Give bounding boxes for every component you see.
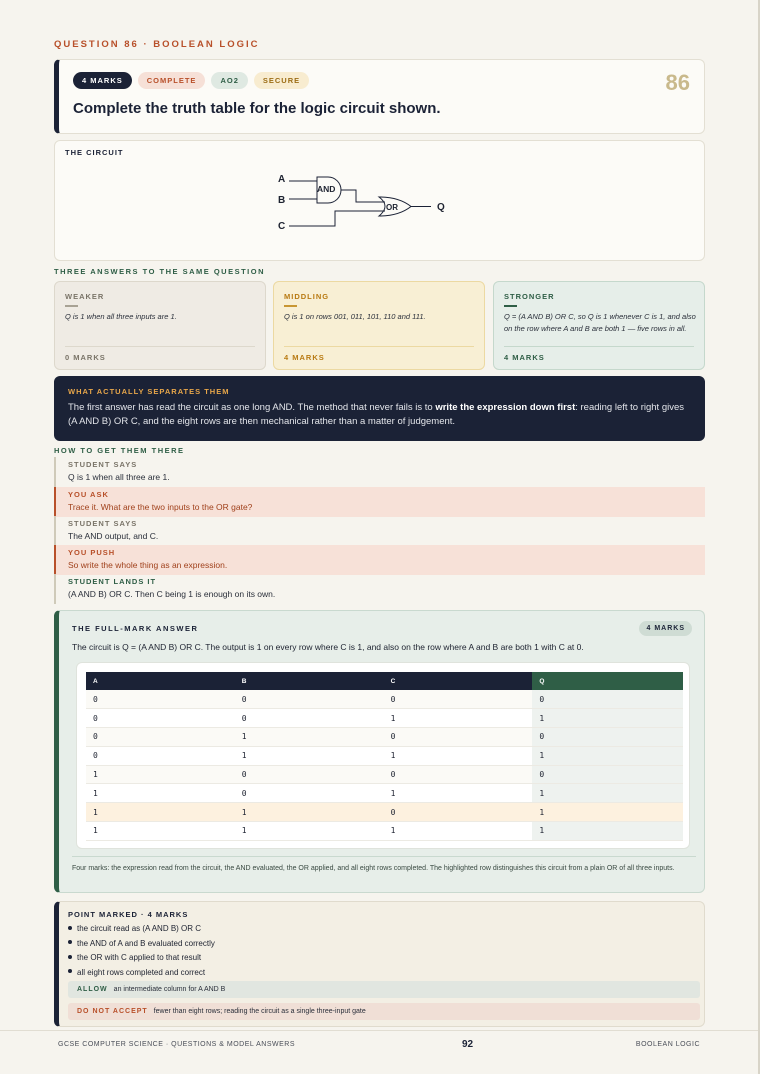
table-cell: 1 (235, 728, 384, 747)
allow-label: ALLOW (77, 986, 108, 993)
dialogue-line: Q is 1 when all three are 1. (68, 472, 170, 482)
table-row (86, 784, 683, 803)
table-cell: 0 (532, 765, 683, 784)
logic-circuit-diagram (55, 141, 706, 262)
table-cell: 0 (532, 690, 683, 709)
answer-weaker-tick (65, 305, 78, 307)
dialogue-turn-3 (54, 516, 705, 546)
table-cell: 0 (384, 765, 533, 784)
table-cell: 0 (384, 803, 533, 822)
answer-stronger-marks: 4 MARKS (504, 353, 545, 362)
answer-stronger-title: STRONGER (504, 292, 555, 301)
table-cell: 0 (235, 765, 384, 784)
table-cell: 0 (235, 709, 384, 728)
bullet-icon (68, 955, 72, 959)
dialogue-line: (A AND B) OR C. Then C being 1 is enough on its own. (68, 589, 276, 599)
table-cell: 1 (235, 822, 384, 841)
dialogue-speaker: STUDENT SAYS (68, 460, 138, 469)
table-row (86, 746, 683, 765)
table-cell: 1 (384, 784, 533, 803)
dialogue-turn-5 (54, 574, 705, 604)
table-cell: 1 (384, 709, 533, 728)
separates-body-post: : reading left to right gives (A AND B) OR C, and the eight rows are then mechanical rather than a matter of judgement. (68, 402, 685, 427)
status-badge: COMPLETE (138, 72, 206, 89)
table-row (86, 690, 683, 709)
table-cell: 1 (86, 822, 235, 841)
truth-table-body (86, 690, 683, 840)
column-header-q: Q (532, 672, 683, 690)
dialogue-speaker: YOU ASK (68, 490, 109, 499)
model-answer-body: The circuit is Q = (A AND B) OR C. The output is 1 on every row where C is 1, and also on the row where A and B are both 1 with C at 0. (72, 642, 584, 652)
dialogue-speaker: STUDENT LANDS IT (68, 577, 157, 586)
table-cell: 0 (235, 784, 384, 803)
dialogue-line: Trace it. What are the two inputs to the OR gate? (68, 502, 253, 512)
circuit-heading: THE CIRCUIT (65, 148, 124, 157)
point-marked-card (54, 901, 705, 1027)
page-number: 92 (462, 1039, 474, 1050)
separates-card (54, 376, 705, 441)
dialogue-line: The AND output, and C. (68, 531, 159, 541)
dialogue-heading: HOW TO GET THEM THERE (54, 446, 185, 455)
do-not-accept-text: fewer than eight rows; reading the circuit as a single three-input gate (153, 1008, 366, 1015)
question-eyebrow: QUESTION 86 · BOOLEAN LOGIC (54, 39, 260, 50)
point-marked-list (68, 922, 215, 980)
table-cell: 1 (532, 822, 683, 841)
footer-book-title: GCSE COMPUTER SCIENCE · QUESTIONS & MODEL ANSWERS (58, 1041, 295, 1048)
badge-row (73, 72, 309, 89)
model-marks-badge: 4 MARKS (639, 621, 692, 636)
list-item (68, 937, 215, 952)
answer-weaker (54, 281, 266, 370)
table-cell: 0 (384, 690, 533, 709)
column-header-c: C (384, 672, 533, 690)
answer-middling-title: MIDDLING (284, 292, 330, 301)
point-text: the circuit read as (A AND B) OR C (77, 924, 202, 933)
table-cell: 1 (532, 803, 683, 822)
separates-body (68, 401, 693, 429)
question-number: 86 (665, 70, 690, 95)
table-cell: 1 (86, 784, 235, 803)
table-cell: 1 (235, 746, 384, 765)
bullet-icon (68, 940, 72, 944)
confidence-badge: SECURE (254, 72, 309, 89)
table-cell: 0 (86, 690, 235, 709)
table-cell: 0 (86, 709, 235, 728)
label-a: A (278, 174, 286, 185)
separates-body-pre: The first answer has read the circuit as one long AND. The method that never fails is to (68, 402, 436, 413)
answer-stronger-body: Q = (A AND B) OR C, so Q is 1 whenever C is 1, and also on the row where A and B are both 1 — five rows in all. (504, 312, 696, 333)
marks-badge: 4 MARKS (73, 72, 132, 89)
answer-weaker-title: WEAKER (65, 292, 105, 301)
do-not-accept-label: DO NOT ACCEPT (77, 1008, 148, 1015)
answer-weaker-marks: 0 MARKS (65, 353, 106, 362)
and-gate-label: AND (317, 184, 336, 194)
table-cell: 0 (235, 690, 384, 709)
table-cell: 1 (86, 803, 235, 822)
point-text: all eight rows completed and correct (77, 967, 206, 977)
truth-table-header (86, 672, 683, 690)
list-item (68, 966, 215, 981)
allow-text: an intermediate column for A AND B (113, 986, 226, 993)
point-text: the OR with C applied to that result (77, 953, 202, 962)
dialogue-turn-2 (54, 487, 705, 517)
table-cell: 0 (532, 728, 683, 747)
bullet-icon (68, 969, 72, 973)
table-cell: 1 (532, 784, 683, 803)
dialogue-speaker: STUDENT SAYS (68, 519, 138, 528)
table-cell: 0 (86, 728, 235, 747)
model-answer-heading: THE FULL-MARK ANSWER (72, 624, 199, 633)
dialogue-speaker: YOU PUSH (68, 548, 116, 557)
question-card (54, 59, 705, 134)
table-row (86, 803, 683, 822)
truth-table (86, 672, 683, 841)
table-cell: 1 (532, 746, 683, 765)
separates-body-bold: write the expression down first (435, 402, 576, 413)
label-q: Q (437, 202, 445, 213)
bullet-icon (68, 926, 72, 930)
model-answer-card (54, 610, 705, 893)
point-text: the AND of A and B evaluated correctly (77, 938, 215, 948)
table-cell: 1 (384, 746, 533, 765)
answer-middling-tick (284, 305, 297, 307)
allow-row (68, 981, 700, 998)
footer-section: BOOLEAN LOGIC (635, 1041, 700, 1048)
table-cell: 1 (235, 803, 384, 822)
table-row (86, 822, 683, 841)
separates-heading: WHAT ACTUALLY SEPARATES THEM (68, 387, 230, 396)
answer-middling (273, 281, 485, 370)
table-cell: 0 (384, 728, 533, 747)
circuit-card (54, 140, 705, 261)
table-cell: 1 (532, 709, 683, 728)
label-c: C (278, 221, 286, 232)
table-cell: 1 (86, 765, 235, 784)
divider (504, 346, 694, 347)
truth-table-panel (76, 662, 690, 849)
point-marked-heading: POINT MARKED · 4 MARKS (68, 910, 189, 919)
divider (284, 346, 474, 347)
model-answer-footnote: Four marks: the expression read from the circuit, the AND evaluated, the OR applied, and all eight rows completed. The highlighted row distinguishes this circuit from a plain OR of all three inputs. (72, 856, 696, 874)
answer-stronger-tick (504, 305, 517, 307)
table-row (86, 765, 683, 784)
column-header-b: B (235, 672, 384, 690)
answers-heading: THREE ANSWERS TO THE SAME QUESTION (54, 267, 266, 276)
answer-middling-body: Q is 1 on rows 001, 011, 101, 110 and 111. (284, 312, 426, 321)
footer-divider (0, 1030, 758, 1031)
answer-middling-marks: 4 MARKS (284, 353, 325, 362)
table-row (86, 728, 683, 747)
table-cell: 0 (86, 746, 235, 765)
wire-and-out (341, 190, 385, 202)
column-header-a: A (86, 672, 235, 690)
dialogue-turn-4 (54, 545, 705, 575)
dialogue-turn-1 (54, 457, 705, 487)
question-title: Complete the truth table for the logic circuit shown. (73, 100, 441, 117)
table-cell: 1 (384, 822, 533, 841)
wire-c (289, 211, 385, 226)
answer-weaker-body: Q is 1 when all three inputs are 1. (65, 312, 177, 321)
or-gate-label: OR (386, 203, 398, 212)
list-item (68, 922, 215, 937)
do-not-accept-row (68, 1003, 700, 1020)
table-row (86, 709, 683, 728)
list-item (68, 951, 215, 966)
dialogue-line: So write the whole thing as an expression. (68, 560, 228, 570)
divider (65, 346, 255, 347)
ao-badge: AO2 (211, 72, 247, 89)
label-b: B (278, 195, 286, 206)
answer-stronger (493, 281, 705, 370)
